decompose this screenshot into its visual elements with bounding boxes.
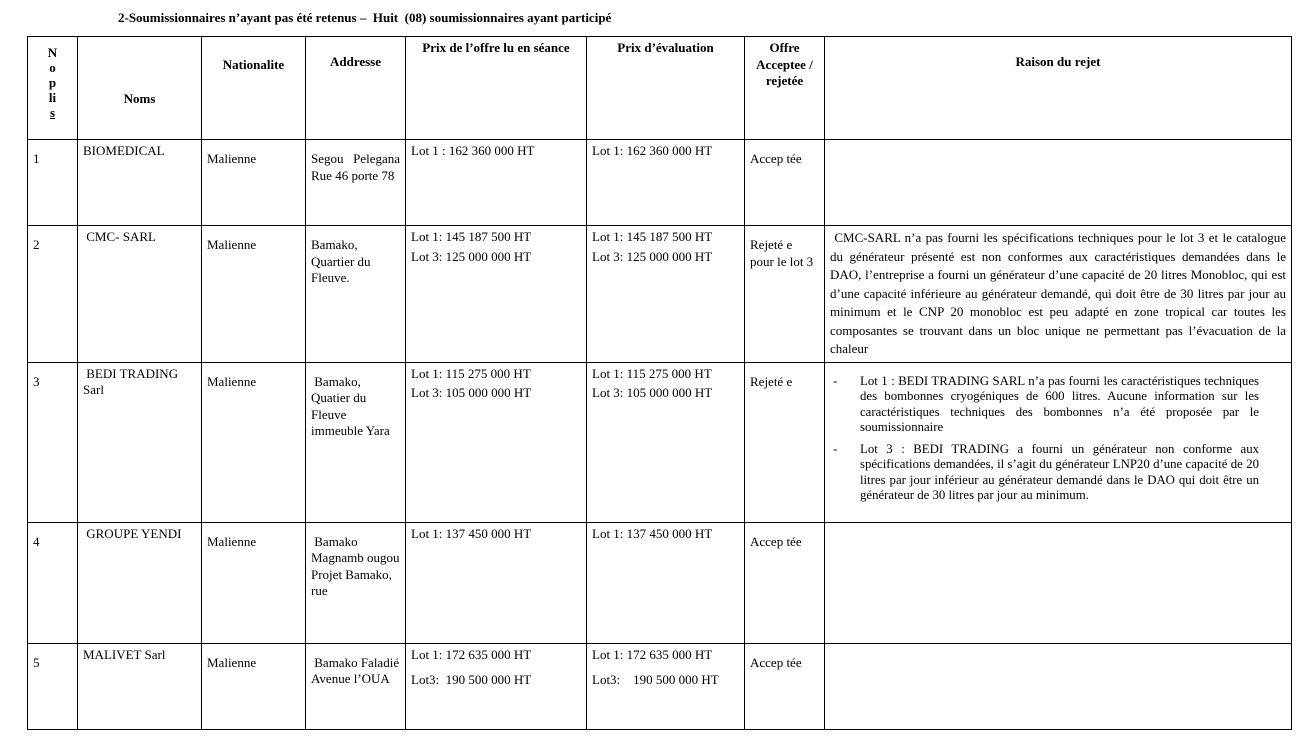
- rejection-reason: [825, 643, 1292, 729]
- evaluation-price: [587, 140, 745, 226]
- header-noms: Noms: [78, 37, 202, 140]
- row-number: 2: [28, 226, 78, 363]
- evaluation-price-line: Lot 1: 137 450 000 HT: [592, 525, 713, 541]
- row-number: 4: [28, 522, 78, 643]
- offer-price-line: Lot 1: 115 275 000 HT: [411, 365, 531, 381]
- bidder-name: BEDI TRADING Sarl: [78, 362, 202, 522]
- header-offre-statut: Offre Acceptee / rejetée: [745, 37, 825, 140]
- bidder-address: Bamako, Quartier du Fleuve.: [306, 226, 406, 363]
- row-number: 5: [28, 643, 78, 729]
- offer-price-line: Lot 1: 137 450 000 HT: [411, 525, 532, 541]
- evaluation-price: [587, 522, 745, 643]
- bidder-nationality: Malienne: [202, 522, 306, 643]
- table-row: [28, 522, 1292, 643]
- offer-status: Rejeté e: [745, 362, 825, 522]
- header-addresse: Addresse: [306, 37, 406, 140]
- rejection-reason: [825, 362, 1292, 522]
- evaluation-price: [587, 226, 745, 363]
- offer-price-line: Lot 1: 172 635 000 HT: [411, 646, 532, 662]
- bidder-address: Segou Pelegana Rue 46 porte 78: [306, 140, 406, 226]
- bidder-nationality: Malienne: [202, 140, 306, 226]
- evaluation-price-line: Lot3: 190 500 000 HT: [592, 672, 719, 687]
- offer-price-line: Lot 3: 105 000 000 HT: [411, 385, 532, 400]
- header-raison: Raison du rejet: [825, 37, 1292, 140]
- offer-price-line: Lot 1: 145 187 500 HT: [411, 229, 532, 244]
- offer-price-line: Lot 1 : 162 360 000 HT: [411, 143, 535, 158]
- evaluation-price-line: Lot 1: 172 635 000 HT: [592, 646, 713, 662]
- rejection-reason-list: [833, 374, 1259, 504]
- offer-status: Accep tée: [745, 643, 825, 729]
- header-row: [28, 37, 1292, 140]
- bidder-address: Bamako Magnamb ougou Projet Bamako, rue: [306, 522, 406, 643]
- offer-price-line: Lot 3: 125 000 000 HT: [411, 248, 532, 264]
- evaluation-price: [587, 643, 745, 729]
- header-no-part: p: [48, 75, 57, 90]
- table-row: [28, 643, 1292, 729]
- offer-price: [406, 226, 587, 363]
- rejection-reason: [825, 140, 1292, 226]
- bidder-address: Bamako, Quatier du Fleuve immeuble Yara: [306, 362, 406, 522]
- table-row: [28, 140, 1292, 226]
- header-no-part: o: [49, 60, 56, 75]
- evaluation-price-line: Lot 3: 105 000 000 HT: [592, 385, 713, 400]
- row-number: 3: [28, 362, 78, 522]
- table-row: [28, 362, 1292, 522]
- offer-status: Accep tée: [745, 522, 825, 643]
- evaluation-price-line: Lot 3: 125 000 000 HT: [592, 248, 713, 264]
- offer-price: [406, 362, 587, 522]
- bidder-name: GROUPE YENDI: [78, 522, 202, 643]
- evaluation-price: [587, 362, 745, 522]
- header-no-part: li: [48, 90, 57, 105]
- evaluation-price-line: Lot 1: 115 275 000 HT: [592, 365, 712, 381]
- bidder-nationality: Malienne: [202, 226, 306, 363]
- offer-price: [406, 643, 587, 729]
- offer-status: Rejeté e pour le lot 3: [745, 226, 825, 363]
- rejection-reason: CMC-SARL n’a pas fourni les spécifications techniques pour le lot 3 et le catalogue du générateur présenté est non conformes aux caractéristiques demandées dans le DAO, l’entreprise a fourni un générateur d’une capacité de 20 litres Monobloc, qui est d’une capacité inférieure au générateur demandé, qui doit être de 30 litres par jour au minimum et le CNP 20 monobloc est peu adapté en zone tropical car toutes les composantes se trouvant dans un bloc unique ne permettant pas l’évacuation de la chaleur: [825, 226, 1292, 363]
- offer-status: Accep tée: [745, 140, 825, 226]
- evaluation-price-line: Lot 1: 162 360 000 HT: [592, 143, 713, 158]
- header-nationalite: Nationalite: [202, 37, 306, 140]
- rejection-reason: [825, 522, 1292, 643]
- rejection-reason-item: - Lot 3 : BEDI TRADING a fourni un générateur non conforme aux spécifications demandées, il s’agit du générateur LNP20 d’une capacité de 20 litres par jour inférieur au générateur demandé dans le DAO qui doit être un générateur de 30 litres par jour au minimum.: [833, 442, 1259, 504]
- bidders-table: [27, 36, 1292, 730]
- row-number: 1: [28, 140, 78, 226]
- offer-price: [406, 522, 587, 643]
- bidder-name: CMC- SARL: [78, 226, 202, 363]
- offer-price-line: Lot3: 190 500 000 HT: [411, 672, 532, 687]
- header-no-part: s: [49, 105, 56, 120]
- evaluation-price-line: Lot 1: 145 187 500 HT: [592, 229, 713, 244]
- bidder-nationality: Malienne: [202, 643, 306, 729]
- header-prix-evaluation: Prix d’évaluation: [587, 37, 745, 140]
- offer-price: [406, 140, 587, 226]
- rejection-reason-item: - Lot 1 : BEDI TRADING SARL n’a pas fourni les caractéristiques techniques des bombonnes cryogéniques de 600 litres. Aucune information sur les caractéristiques techniques des bombonnes n’a été proposée par le soumissionnaire: [833, 374, 1259, 436]
- section-title: 2-Soumissionnaires n’ayant pas été retenus – Huit (08) soumissionnaires ayant participé: [118, 10, 612, 25]
- header-no-part: N: [47, 45, 58, 60]
- header-no: [28, 37, 78, 140]
- bidder-name: MALIVET Sarl: [78, 643, 202, 729]
- header-prix-offre: Prix de l’offre lu en séance: [406, 37, 587, 140]
- table-row: [28, 226, 1292, 363]
- bidder-nationality: Malienne: [202, 362, 306, 522]
- bidder-address: Bamako Faladié Avenue l’OUA: [306, 643, 406, 729]
- bidder-name: BIOMEDICAL: [78, 140, 202, 226]
